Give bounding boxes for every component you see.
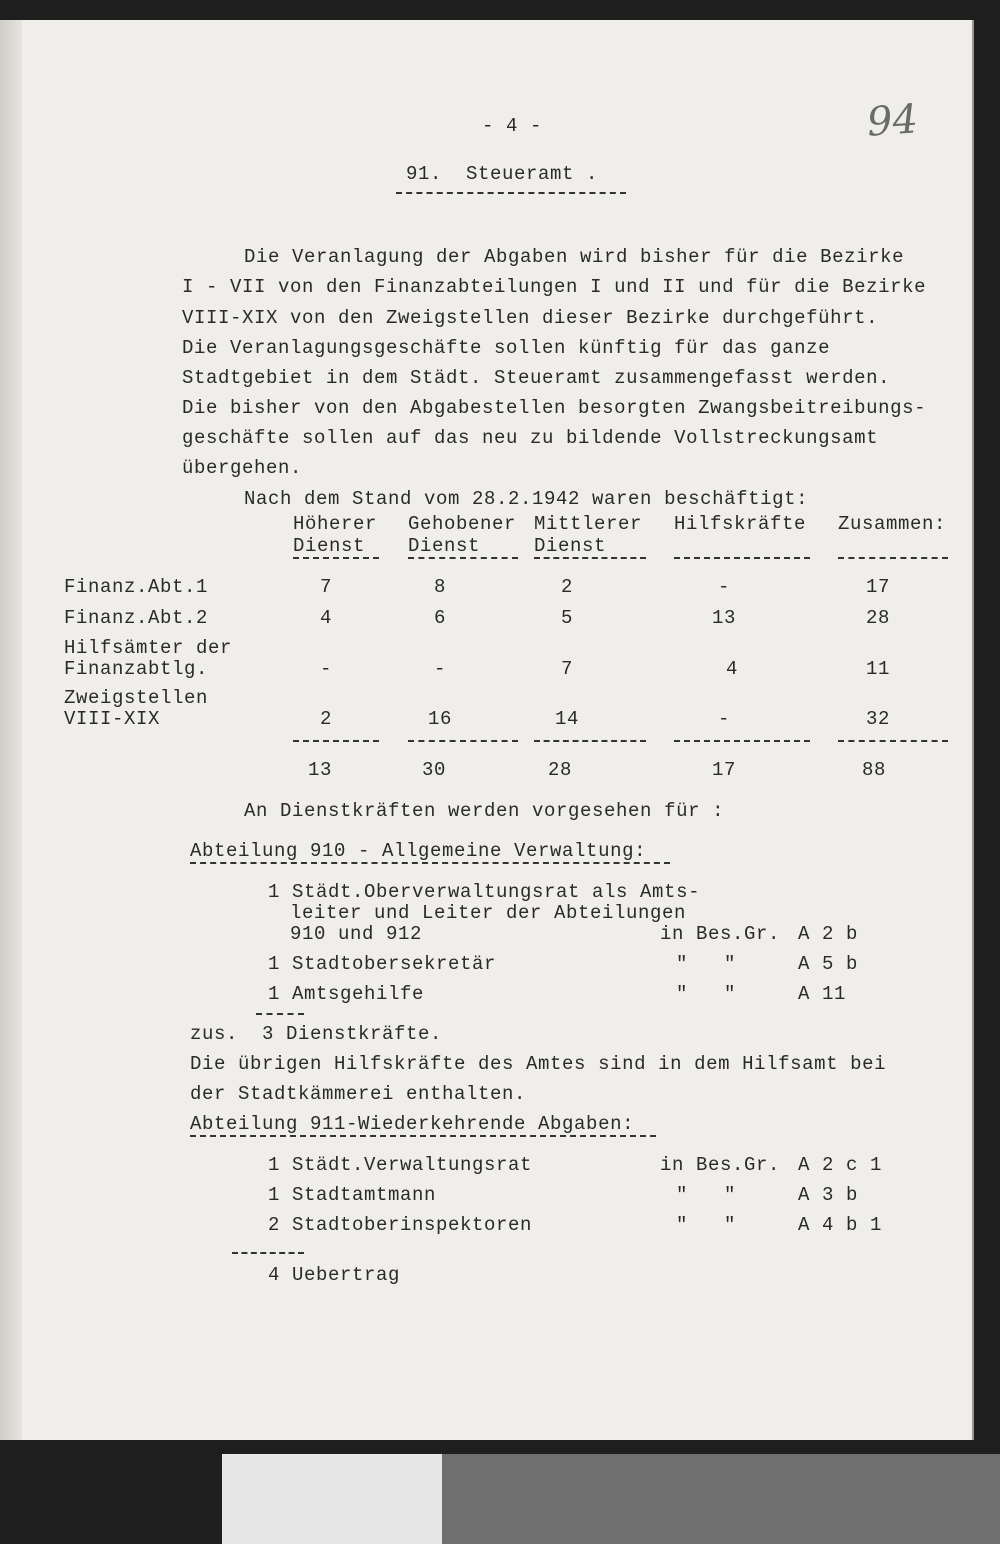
grade: A 4 b 1 <box>798 1214 883 1236</box>
abt-910-item-1-line-2: leiter und Leiter der Abteilungen <box>290 902 687 924</box>
row-label-zweigstellen-2: VIII-XIX <box>64 708 161 730</box>
sum-rule-5 <box>838 740 948 742</box>
abt-910-item-1-line-1: 1 Städt.Oberverwaltungsrat als Amts- <box>268 881 701 903</box>
total-cell: 13 <box>307 759 332 781</box>
abt-911-item-2: 1 Stadtamtmann <box>268 1184 437 1206</box>
abt-911-item-1: 1 Städt.Verwaltungsrat <box>268 1154 533 1176</box>
cell: - <box>319 658 332 680</box>
cell: 17 <box>865 576 890 598</box>
total-cell: 17 <box>711 759 736 781</box>
cell: 8 <box>433 576 446 598</box>
abt-911-item-3: 2 Stadtoberinspektoren <box>268 1214 533 1236</box>
handwritten-folio: 94 <box>865 96 920 146</box>
grade: A 5 b <box>798 953 859 975</box>
cell: 28 <box>865 607 890 629</box>
col-header-hilfskraefte: Hilfskräfte <box>674 513 807 535</box>
row-label-finanz-1: Finanz.Abt.1 <box>64 576 209 598</box>
sum-rule-1 <box>293 740 379 742</box>
total-cell: 28 <box>547 759 572 781</box>
section-heading: 91. Steueramt . <box>406 163 599 185</box>
intro-line-4: Die Veranlagungsgeschäfte sollen künftig für das ganze <box>182 337 831 359</box>
cell: 4 <box>319 607 332 629</box>
intro-line-1: Die Veranlagung der Abgaben wird bisher für die Bezirke <box>244 246 905 268</box>
cell: - <box>717 708 730 730</box>
abt-910-title: Abteilung 910 - Allgemeine Verwaltung: <box>190 840 647 862</box>
scan-strip-dark <box>442 1454 1000 1544</box>
cell: 13 <box>711 607 736 629</box>
cell: 32 <box>865 708 890 730</box>
cell: - <box>717 576 730 598</box>
cell: 5 <box>560 607 573 629</box>
ditto-mark: " " <box>676 1214 737 1236</box>
row-label-zweigstellen: Zweigstellen <box>64 687 209 709</box>
cell: - <box>433 658 446 680</box>
ditto-mark: " " <box>676 983 737 1005</box>
row-label-hilfsaemter-2: Finanzabtlg. <box>64 658 209 680</box>
ditto-mark: " " <box>676 1184 737 1206</box>
intro-line-7: geschäfte sollen auf das neu zu bildende Vollstreckungsamt <box>182 427 879 449</box>
cell: 16 <box>427 708 452 730</box>
header-rule-3 <box>534 557 646 559</box>
total-cell: 30 <box>421 759 446 781</box>
total-cell: 88 <box>861 759 886 781</box>
cell: 4 <box>725 658 738 680</box>
intro-line-3: VIII-XIX von den Zweigstellen dieser Bezirke durchgeführt. <box>182 307 879 329</box>
col-header-zusammen: Zusammen: <box>838 513 947 535</box>
cell: 2 <box>560 576 573 598</box>
intro-line-8: übergehen. <box>182 457 303 479</box>
row-label-finanz-2: Finanz.Abt.2 <box>64 607 209 629</box>
heading-underline <box>396 192 626 194</box>
col-header-hoeherer-2: Dienst <box>293 535 366 557</box>
stand-line: Nach dem Stand vom 28.2.1942 waren beschäftigt: <box>244 488 809 510</box>
zus-line: zus. 3 Dienstkräfte. <box>190 1023 443 1045</box>
col-header-mittlerer: Mittlerer <box>534 513 643 535</box>
grade-label: in Bes.Gr. <box>660 923 781 945</box>
vorgesehen-line: An Dienstkräften werden vorgesehen für : <box>244 800 725 822</box>
cell: 7 <box>560 658 573 680</box>
document-page <box>22 20 974 1440</box>
sum-rule <box>256 1013 304 1015</box>
col-header-gehobener-2: Dienst <box>408 535 481 557</box>
grade-label: in Bes.Gr. <box>660 1154 781 1176</box>
page-left-edge <box>0 20 22 1440</box>
grade: A 2 b <box>798 923 859 945</box>
note-line-2: der Stadtkämmerei enthalten. <box>190 1083 527 1105</box>
sum-rule <box>232 1252 304 1254</box>
abt-910-underline <box>190 862 670 864</box>
row-label-hilfsaemter: Hilfsämter der <box>64 637 233 659</box>
cell: 14 <box>554 708 579 730</box>
cell: 7 <box>319 576 332 598</box>
cell: 6 <box>433 607 446 629</box>
abt-910-item-2: 1 Stadtobersekretär <box>268 953 497 975</box>
sum-rule-2 <box>408 740 518 742</box>
header-rule-1 <box>293 557 379 559</box>
grade: A 3 b <box>798 1184 859 1206</box>
header-rule-5 <box>838 557 948 559</box>
header-rule-4 <box>674 557 810 559</box>
sum-rule-3 <box>534 740 646 742</box>
col-header-mittlerer-2: Dienst <box>534 535 607 557</box>
abt-911-underline <box>190 1135 656 1137</box>
grade: A 11 <box>798 983 847 1005</box>
scan-strip-light <box>222 1454 442 1544</box>
cell: 2 <box>319 708 332 730</box>
abt-910-item-3: 1 Amtsgehilfe <box>268 983 425 1005</box>
header-rule-2 <box>408 557 518 559</box>
col-header-gehobener: Gehobener <box>408 513 517 535</box>
grade: A 2 c 1 <box>798 1154 883 1176</box>
col-header-hoeherer: Höherer <box>293 513 378 535</box>
intro-line-2: I - VII von den Finanzabteilungen I und II und für die Bezirke <box>182 276 927 298</box>
page-number: - 4 - <box>481 115 542 137</box>
note-line-1: Die übrigen Hilfskräfte des Amtes sind in dem Hilfsamt bei <box>190 1053 887 1075</box>
intro-line-5: Stadtgebiet in dem Städt. Steueramt zusammengefasst werden. <box>182 367 891 389</box>
sum-rule-4 <box>674 740 810 742</box>
intro-line-6: Die bisher von den Abgabestellen besorgten Zwangsbeitreibungs- <box>182 397 927 419</box>
ditto-mark: " " <box>676 953 737 975</box>
abt-910-item-1-line-3: 910 und 912 <box>290 923 423 945</box>
uebertrag-line: 4 Uebertrag <box>268 1264 401 1286</box>
cell: 11 <box>865 658 890 680</box>
abt-911-title: Abteilung 911-Wiederkehrende Abgaben: <box>190 1113 635 1135</box>
